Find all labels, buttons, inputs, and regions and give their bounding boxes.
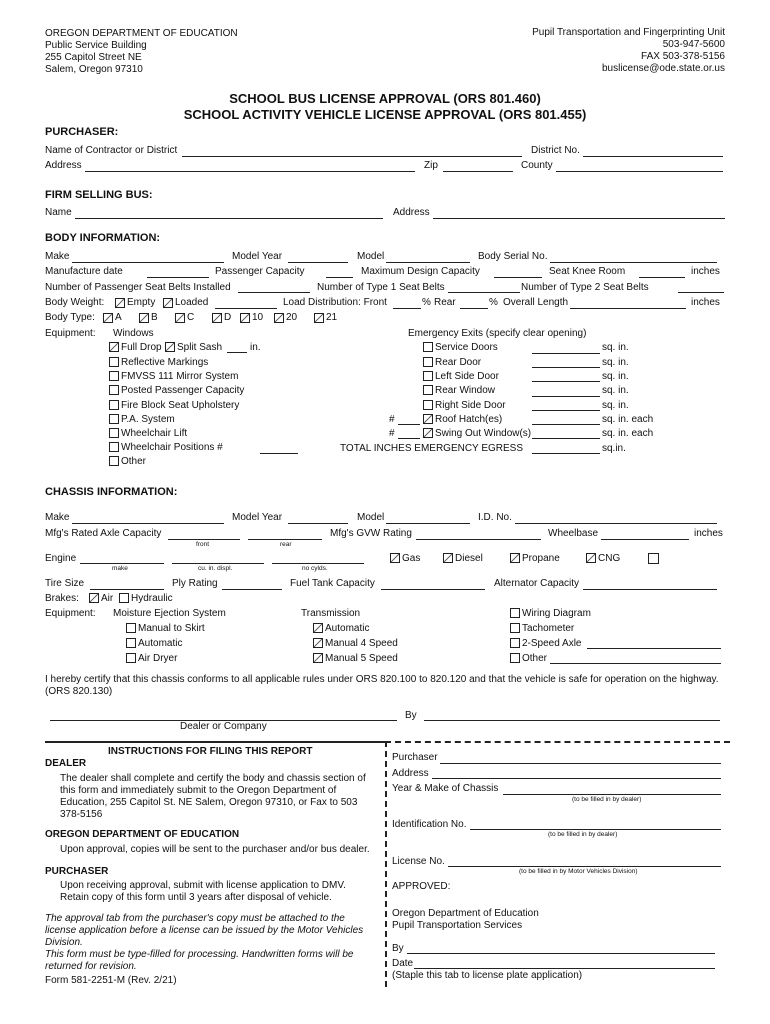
left-side-door-unit: sq. in.: [602, 371, 629, 382]
reflective-markings-checkbox[interactable]: [109, 357, 119, 367]
engine-cyl-caption: no cylds.: [302, 565, 328, 572]
type1-belts-label: Number of Type 1 Seat Belts: [317, 282, 445, 293]
contractor-label: Name of Contractor or District: [45, 145, 178, 156]
roof-hatch-hash: #: [389, 414, 395, 425]
tab-id-field[interactable]: [470, 829, 721, 830]
air-dryer-checkbox[interactable]: [126, 653, 136, 663]
firm-address-label: Address: [393, 207, 430, 218]
roof-hatch-count-field[interactable]: [398, 424, 420, 425]
tab-side-cutline: [385, 741, 387, 987]
tab-dealer-caption-1: (to be filled in by dealer): [572, 796, 642, 803]
rear-window-field[interactable]: [532, 396, 600, 397]
type-20-label: 20: [286, 312, 298, 323]
chassis-model-field[interactable]: [386, 523, 470, 524]
body-equipment-label: Equipment:: [45, 328, 96, 339]
air-dryer-label: Air Dryer: [138, 653, 178, 664]
swing-window-unit: sq. in. each: [602, 428, 654, 439]
chassis-id-field[interactable]: [515, 523, 717, 524]
agency-building: Public Service Building: [45, 40, 147, 51]
right-side-door-label: Right Side Door: [435, 400, 506, 411]
pa-system-label: P.A. System: [121, 414, 175, 425]
type-10-label: 10: [252, 312, 264, 323]
chassis-model-year-field[interactable]: [288, 523, 348, 524]
type-b-label: B: [151, 312, 158, 323]
unit-name: Pupil Transportation and Fingerprinting Unit: [532, 27, 725, 38]
fire-block-label: Fire Block Seat Upholstery: [121, 400, 240, 411]
contractor-field[interactable]: [182, 156, 522, 157]
tab-year-make-field[interactable]: [503, 794, 721, 795]
axle-rear-caption: rear: [280, 541, 292, 548]
transmission-label: Transmission: [301, 608, 361, 619]
tachometer-checkbox[interactable]: [510, 623, 520, 633]
air-brakes-checkbox[interactable]: [89, 593, 99, 603]
type-21-checkbox[interactable]: [314, 313, 324, 323]
tab-staple-note: (Staple this tab to license plate application): [392, 970, 583, 981]
roof-hatch-field[interactable]: [532, 424, 600, 425]
equipment-other-label: Other: [121, 456, 147, 467]
body-serial-label: Body Serial No.: [478, 251, 548, 262]
tab-address-label: Address: [392, 768, 429, 779]
diesel-label: Diesel: [455, 553, 483, 564]
type-d-label: D: [224, 312, 232, 323]
wheelchair-positions-checkbox[interactable]: [109, 442, 119, 452]
air-brakes-label: Air: [101, 593, 114, 604]
right-side-door-field[interactable]: [532, 410, 600, 411]
rear-window-label: Rear Window: [435, 385, 496, 396]
tab-id-label: Identification No.: [392, 819, 467, 830]
tab-purchaser-field[interactable]: [440, 763, 721, 764]
tire-size-label: Tire Size: [45, 578, 85, 589]
service-doors-unit: sq. in.: [602, 342, 629, 353]
rear-pct-field[interactable]: [460, 308, 488, 309]
body-model-label: Model: [357, 251, 385, 262]
wheelchair-lift-checkbox[interactable]: [109, 428, 119, 438]
propane-checkbox[interactable]: [510, 553, 520, 563]
engine-label: Engine: [45, 553, 77, 564]
mirror-system-checkbox[interactable]: [109, 371, 119, 381]
wiring-diagram-checkbox[interactable]: [510, 608, 520, 618]
max-design-capacity-field[interactable]: [494, 277, 542, 278]
body-model-field[interactable]: [386, 262, 470, 263]
type-c-label: C: [187, 312, 195, 323]
type-10-checkbox[interactable]: [240, 313, 250, 323]
gas-label: Gas: [402, 553, 421, 564]
fire-block-checkbox[interactable]: [109, 400, 119, 410]
purchaser-instr-text: Upon receiving approval, submit with license application to DMV. Retain copy of this form until 3 years after disposal of vehicle.: [60, 880, 346, 903]
tab-approved-label: APPROVED:: [392, 881, 451, 892]
body-weight-label: Body Weight:: [45, 297, 105, 308]
district-no-field[interactable]: [583, 156, 723, 157]
trans-auto-label: Automatic: [325, 623, 370, 634]
body-model-year-field[interactable]: [288, 262, 348, 263]
overall-length-field[interactable]: [570, 308, 686, 309]
service-doors-label: Service Doors: [435, 342, 498, 353]
front-pct-field[interactable]: [393, 308, 421, 309]
dealer-text: The dealer shall complete and certify the body and chassis section of this form and immediately submit to the Oregon Department of Education, 255 Capitol St. NE Salem, Oregon 97310, or Fax to 503 378-5156: [60, 773, 366, 820]
wheelbase-inches: inches: [694, 528, 723, 539]
fuel-tank-label: Fuel Tank Capacity: [290, 578, 375, 589]
chassis-id-label: I.D. No.: [478, 512, 512, 523]
gas-checkbox[interactable]: [390, 553, 400, 563]
rear-door-unit: sq. in.: [602, 357, 629, 368]
axle-rear-field[interactable]: [248, 539, 322, 540]
left-side-door-field[interactable]: [532, 381, 600, 382]
two-speed-axle-field[interactable]: [587, 648, 721, 649]
rear-door-label: Rear Door: [435, 357, 482, 368]
seat-belts-installed-label: Number of Passenger Seat Belts Installed: [45, 282, 231, 293]
type-filled-note: This form must be type-filled for processing. Handwritten forms will be returned for revision.: [45, 949, 354, 972]
engine-make-field[interactable]: [80, 563, 164, 564]
firm-name-label: Name: [45, 207, 72, 218]
body-weight-field[interactable]: [215, 308, 277, 309]
tab-address-field[interactable]: [432, 778, 721, 779]
ply-rating-label: Ply Rating: [172, 578, 218, 589]
gvw-field[interactable]: [416, 539, 541, 540]
instructions-divider: [45, 741, 385, 743]
mirror-system-label: FMVSS 111 Mirror System: [121, 371, 239, 382]
pa-system-checkbox[interactable]: [109, 414, 119, 424]
seat-belts-installed-field[interactable]: [238, 292, 310, 293]
fuel-tank-field[interactable]: [381, 589, 485, 590]
trans-auto-checkbox[interactable]: [313, 623, 323, 633]
chassis-model-year-label: Model Year: [232, 512, 283, 523]
tab-by-field[interactable]: [407, 953, 715, 954]
zip-label: Zip: [424, 160, 438, 171]
type-d-checkbox[interactable]: [212, 313, 222, 323]
rear-window-unit: sq. in.: [602, 385, 629, 396]
wheelbase-field[interactable]: [601, 539, 689, 540]
roof-hatch-unit: sq. in. each: [602, 414, 654, 425]
equipment-other-checkbox[interactable]: [109, 456, 119, 466]
manual-5-label: Manual 5 Speed: [325, 653, 398, 664]
body-serial-field[interactable]: [550, 262, 717, 263]
hydraulic-brakes-checkbox[interactable]: [119, 593, 129, 603]
swing-window-label: Swing Out Window(s): [435, 428, 532, 439]
alternator-field[interactable]: [583, 589, 717, 590]
approval-tab-note: The approval tab from the purchaser's copy must be attached to the license application before a license can be issued by the Motor Vehicles Division.: [45, 913, 364, 948]
moisture-auto-checkbox[interactable]: [126, 638, 136, 648]
manual-skirt-checkbox[interactable]: [126, 623, 136, 633]
two-speed-axle-checkbox[interactable]: [510, 638, 520, 648]
tab-date-field[interactable]: [414, 968, 715, 969]
total-egress-unit: sq.in.: [602, 443, 626, 454]
loaded-label: Loaded: [175, 297, 209, 308]
by-label: By: [405, 710, 417, 721]
unit-fax: FAX 503-378-5156: [641, 51, 725, 62]
fuel-other-checkbox[interactable]: [648, 553, 659, 564]
posted-capacity-label: Posted Passenger Capacity: [121, 385, 245, 396]
firm-address-field[interactable]: [433, 218, 725, 219]
chassis-other-label: Other: [522, 653, 548, 664]
type-a-checkbox[interactable]: [103, 313, 113, 323]
zip-field[interactable]: [443, 171, 513, 172]
manual-skirt-label: Manual to Skirt: [138, 623, 205, 634]
split-sash-field[interactable]: [227, 352, 247, 353]
purchaser-heading: PURCHASER:: [45, 126, 119, 138]
chassis-other-field[interactable]: [550, 663, 721, 664]
body-make-field[interactable]: [72, 262, 224, 263]
tab-license-field[interactable]: [448, 866, 721, 867]
moisture-auto-label: Automatic: [138, 638, 183, 649]
axle-front-field[interactable]: [168, 539, 240, 540]
passenger-capacity-field[interactable]: [326, 277, 353, 278]
agency-street: 255 Capitol Street NE: [45, 52, 142, 63]
firm-name-field[interactable]: [75, 218, 383, 219]
loaded-checkbox[interactable]: [163, 298, 173, 308]
max-design-capacity-label: Maximum Design Capacity: [361, 266, 480, 277]
wheelchair-lift-label: Wheelchair Lift: [121, 428, 188, 439]
dealer-company-label: Dealer or Company: [180, 721, 267, 732]
moisture-ejection-label: Moisture Ejection System: [113, 608, 226, 619]
tab-top-cutline: [385, 741, 730, 743]
district-no-label: District No.: [531, 145, 580, 156]
chassis-make-label: Make: [45, 512, 70, 523]
seat-knee-room-field[interactable]: [639, 277, 685, 278]
chassis-make-field[interactable]: [72, 523, 224, 524]
ode-text: Upon approval, copies will be sent to the purchaser and/or bus dealer.: [60, 844, 370, 855]
propane-label: Propane: [522, 553, 560, 564]
engine-make-caption: make: [112, 565, 128, 572]
front-pct-sign: %: [422, 297, 431, 308]
full-drop-checkbox[interactable]: [109, 342, 119, 352]
service-doors-field[interactable]: [532, 353, 600, 354]
unit-phone: 503-947-5600: [662, 39, 725, 50]
purchaser-instr-heading: PURCHASER: [45, 866, 109, 877]
tab-ode-label: Oregon Department of Education: [392, 908, 539, 919]
left-side-door-checkbox[interactable]: [423, 371, 433, 381]
total-egress-label: TOTAL INCHES EMERGENCY EGRESS: [340, 443, 524, 454]
empty-checkbox[interactable]: [115, 298, 125, 308]
right-side-door-checkbox[interactable]: [423, 400, 433, 410]
wheelbase-label: Wheelbase: [548, 528, 599, 539]
split-sash-label: Split Sash: [177, 342, 223, 353]
rear-door-checkbox[interactable]: [423, 357, 433, 367]
type1-belts-field[interactable]: [448, 292, 520, 293]
wheelchair-positions-field[interactable]: [260, 453, 298, 454]
type2-belts-field[interactable]: [678, 292, 724, 293]
form-title-2: SCHOOL ACTIVITY VEHICLE LICENSE APPROVAL (ORS 801.455): [183, 107, 587, 122]
chassis-heading: CHASSIS INFORMATION:: [45, 486, 178, 498]
chassis-other-checkbox[interactable]: [510, 653, 520, 663]
overall-length-inches: inches: [691, 297, 720, 308]
tab-dealer-caption-2: (to be filled in by dealer): [548, 831, 618, 838]
tab-purchaser-label: Purchaser: [392, 752, 438, 763]
emergency-exits-heading: Emergency Exits (specify clear opening): [408, 328, 587, 339]
roof-hatch-label: Roof Hatch(es): [435, 414, 503, 425]
chassis-equipment-label: Equipment:: [45, 608, 96, 619]
swing-window-field[interactable]: [532, 438, 600, 439]
type-21-label: 21: [326, 312, 338, 323]
cng-checkbox[interactable]: [586, 553, 596, 563]
purchaser-address-field[interactable]: [85, 171, 415, 172]
tab-dmv-caption: (to be filled in by Motor Vehicles Division): [519, 868, 638, 875]
agency-city: Salem, Oregon 97310: [45, 64, 143, 75]
alternator-label: Alternator Capacity: [494, 578, 580, 589]
posted-capacity-checkbox[interactable]: [109, 385, 119, 395]
type-c-checkbox[interactable]: [175, 313, 185, 323]
seat-knee-room-label: Seat Knee Room: [549, 266, 626, 277]
tab-year-make-label: Year & Make of Chassis: [392, 783, 499, 794]
form-number: Form 581-2251-M (Rev. 2/21): [45, 975, 177, 986]
purchaser-address-label: Address: [45, 160, 82, 171]
county-label: County: [521, 160, 553, 171]
engine-displ-caption: cu. in. displ.: [198, 565, 233, 572]
reflective-markings-label: Reflective Markings: [121, 357, 209, 368]
body-make-label: Make: [45, 251, 70, 262]
ply-rating-field[interactable]: [222, 589, 282, 590]
type-a-label: A: [115, 312, 122, 323]
by-signature-field[interactable]: [424, 720, 720, 721]
ode-heading: OREGON DEPARTMENT OF EDUCATION: [45, 829, 240, 840]
axle-front-caption: front: [196, 541, 210, 548]
form-title-1: SCHOOL BUS LICENSE APPROVAL (ORS 801.460): [229, 91, 541, 106]
hydraulic-brakes-label: Hydraulic: [131, 593, 173, 604]
full-drop-label: Full Drop: [121, 342, 162, 353]
windows-label: Windows: [113, 328, 154, 339]
manual-5-checkbox[interactable]: [313, 653, 323, 663]
diesel-checkbox[interactable]: [443, 553, 453, 563]
unit-email: buslicense@ode.state.or.us: [601, 63, 725, 74]
total-egress-field[interactable]: [532, 453, 600, 454]
body-type-label: Body Type:: [45, 312, 95, 323]
load-distribution-label: Load Distribution: Front: [283, 297, 387, 308]
mfg-date-label: Manufacture date: [45, 266, 123, 277]
swing-window-hash: #: [389, 428, 395, 439]
passenger-capacity-label: Passenger Capacity: [215, 266, 305, 277]
rear-pct-sign: %: [489, 297, 498, 308]
tire-size-field[interactable]: [90, 589, 164, 590]
certification-text: I hereby certify that this chassis conforms to all applicable rules under ORS 820.100 to 820.120 and that the vehicle is safe for operation on the highway. (ORS 820.130): [45, 674, 719, 697]
dealer-heading: DEALER: [45, 758, 87, 769]
wheelchair-positions-label: Wheelchair Positions #: [121, 442, 223, 453]
cng-label: CNG: [598, 553, 621, 564]
type2-belts-label: Number of Type 2 Seat Belts: [521, 282, 649, 293]
agency-name: OREGON DEPARTMENT OF EDUCATION: [45, 28, 238, 39]
county-field[interactable]: [556, 171, 723, 172]
axle-capacity-label: Mfg's Rated Axle Capacity: [45, 528, 162, 539]
empty-label: Empty: [127, 297, 156, 308]
roof-hatch-checkbox[interactable]: [423, 414, 433, 424]
body-model-year-label: Model Year: [232, 251, 283, 262]
engine-cyl-field[interactable]: [272, 563, 364, 564]
split-sash-in: in.: [250, 342, 261, 353]
split-sash-checkbox[interactable]: [165, 342, 175, 352]
instructions-heading: INSTRUCTIONS FOR FILING THIS REPORT: [108, 746, 313, 757]
chassis-model-label: Model: [357, 512, 385, 523]
overall-length-label: Overall Length: [503, 297, 569, 308]
engine-displ-field[interactable]: [172, 563, 264, 564]
manual-4-label: Manual 4 Speed: [325, 638, 398, 649]
swing-window-checkbox[interactable]: [423, 428, 433, 438]
firm-heading: FIRM SELLING BUS:: [45, 189, 153, 201]
knee-room-inches: inches: [691, 266, 720, 277]
tab-license-label: License No.: [392, 856, 445, 867]
rear-door-field[interactable]: [532, 367, 600, 368]
tab-pts-label: Pupil Transportation Services: [392, 920, 523, 931]
right-side-door-unit: sq. in.: [602, 400, 629, 411]
rear-pct-label: Rear: [434, 297, 456, 308]
tab-by-label: By: [392, 943, 404, 954]
gvw-label: Mfg's GVW Rating: [330, 528, 412, 539]
tab-date-label: Date: [392, 958, 414, 969]
body-heading: BODY INFORMATION:: [45, 232, 161, 244]
service-doors-checkbox[interactable]: [423, 342, 433, 352]
two-speed-axle-label: 2-Speed Axle: [522, 638, 582, 649]
type-20-checkbox[interactable]: [274, 313, 284, 323]
left-side-door-label: Left Side Door: [435, 371, 499, 382]
tachometer-label: Tachometer: [522, 623, 575, 634]
swing-window-count-field[interactable]: [398, 438, 420, 439]
wiring-diagram-label: Wiring Diagram: [522, 608, 591, 619]
brakes-label: Brakes:: [45, 593, 79, 604]
type-b-checkbox[interactable]: [139, 313, 149, 323]
rear-window-checkbox[interactable]: [423, 385, 433, 395]
mfg-date-field[interactable]: [147, 277, 209, 278]
manual-4-checkbox[interactable]: [313, 638, 323, 648]
